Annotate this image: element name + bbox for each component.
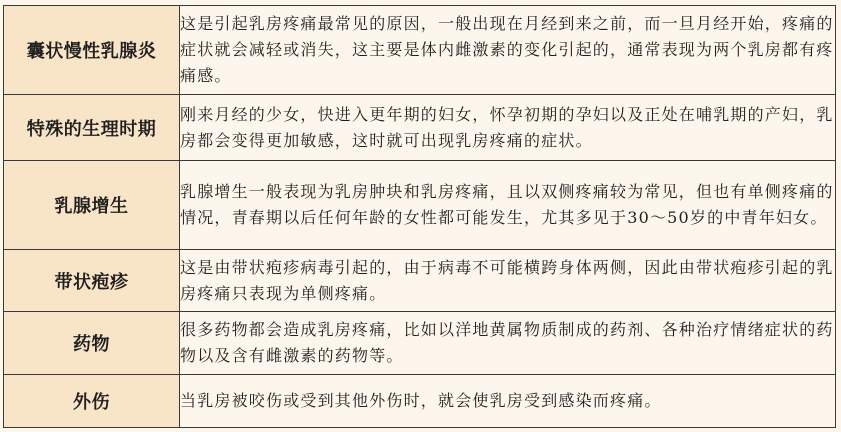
row-label: 药物 (4, 312, 180, 375)
table-row (4, 250, 836, 312)
row-description: 刚来月经的少女，快进入更年期的妇女，怀孕初期的孕妇以及正处在哺乳期的产妇，乳房都会变得更加敏感，这时就可出现乳房疼痛的症状。 (180, 95, 836, 161)
row-label: 囊状慢性乳腺炎 (4, 6, 180, 95)
row-label: 乳腺增生 (4, 161, 180, 250)
breast-pain-causes-table (3, 5, 836, 428)
table-row (4, 312, 836, 375)
table-row (4, 161, 836, 250)
table-row (4, 375, 836, 428)
row-description: 很多药物都会造成乳房疼痛，比如以洋地黄属物质制成的药剂、各种治疗情绪症状的药物以及含有雌激素的药物等。 (180, 312, 836, 375)
row-description: 乳腺增生一般表现为乳房肿块和乳房疼痛，且以双侧疼痛较为常见，但也有单侧疼痛的情况，青春期以后任何年龄的女性都可能发生，尤其多见于30～50岁的中青年妇女。 (180, 161, 836, 250)
row-label: 带状疱疹 (4, 250, 180, 312)
row-description: 这是引起乳房疼痛最常见的原因，一般出现在月经到来之前，而一旦月经开始，疼痛的症状就会减轻或消失，这主要是体内雌激素的变化引起的，通常表现为两个乳房都有疼痛感。 (180, 6, 836, 95)
row-description: 这是由带状疱疹病毒引起的，由于病毒不可能横跨身体两侧，因此由带状疱疹引起的乳房疼痛只表现为单侧疼痛。 (180, 250, 836, 312)
table-row (4, 95, 836, 161)
table-row (4, 6, 836, 95)
row-description: 当乳房被咬伤或受到其他外伤时，就会使乳房受到感染而疼痛。 (180, 375, 836, 428)
row-label: 外伤 (4, 375, 180, 428)
row-label: 特殊的生理时期 (4, 95, 180, 161)
